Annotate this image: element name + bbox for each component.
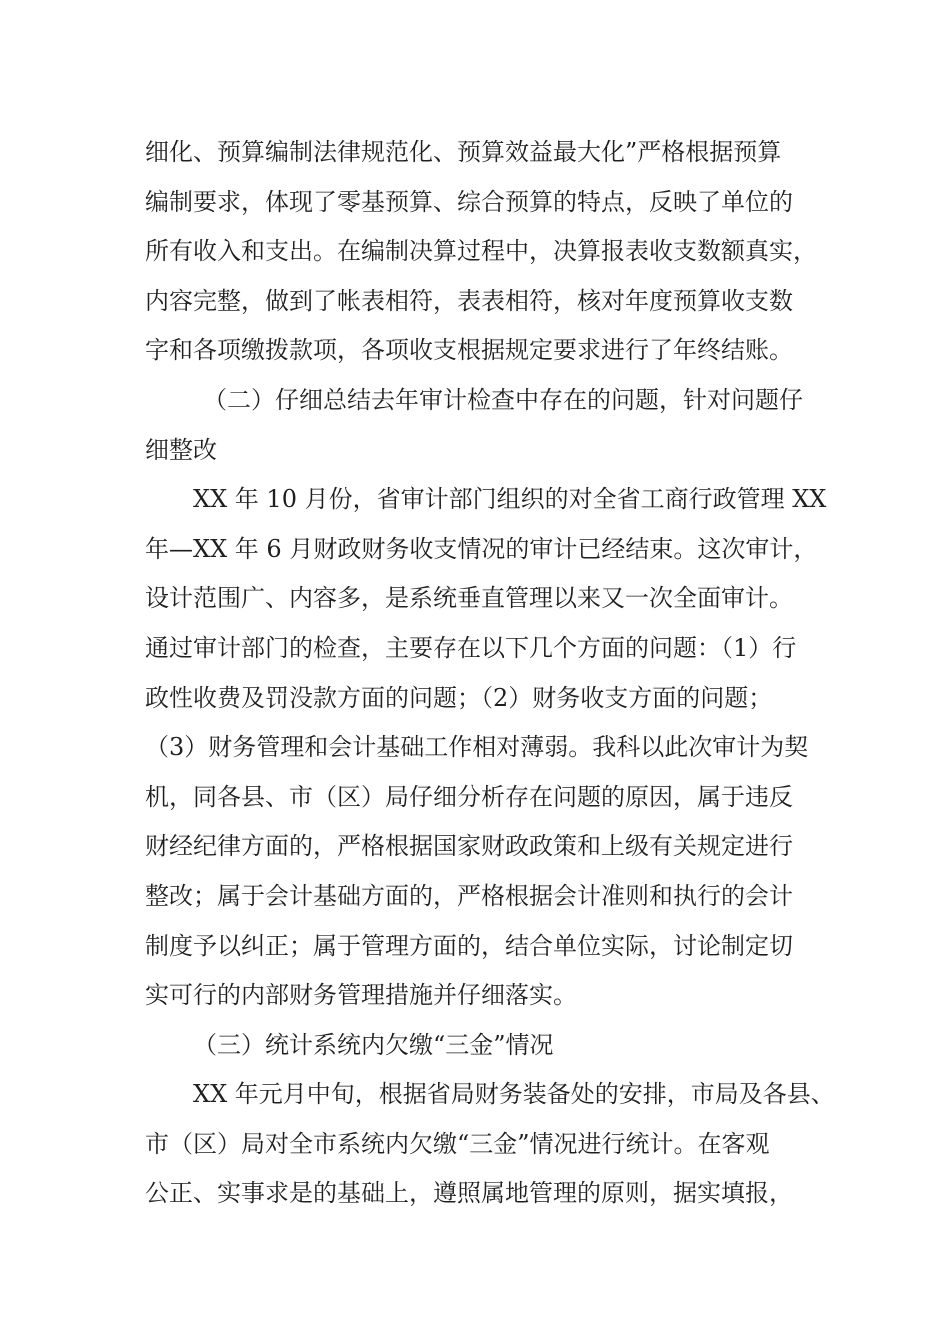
- text-line: 通过审计部门的检查，主要存在以下几个方面的问题：（1）行: [145, 633, 797, 662]
- text-line: 年—XX 年 6 月财政财务收支情况的审计已经结束。这次审计，: [145, 534, 818, 563]
- text-line: 细化、预算编制法律规范化、预算效益最大化”严格根据预算: [145, 138, 782, 166]
- heading-line: 细整改: [145, 435, 217, 464]
- text-line: 政性收费及罚没款方面的问题；（2）财务收支方面的问题；: [145, 683, 773, 712]
- text-line: 机，同各县、市（区）局仔细分析存在问题的原因，属于违反: [145, 782, 793, 811]
- text-line: 编制要求，体现了零基预算、综合预算的特点，反映了单位的: [145, 187, 793, 216]
- text-line: 所有收入和支出。在编制决算过程中，决算报表收支数额真实，: [145, 237, 817, 266]
- text-line: 财经纪律方面的，严格根据国家财政政策和上级有关规定进行: [145, 832, 793, 861]
- text-line: 制度予以纠正；属于管理方面的，结合单位实际，讨论制定切: [145, 931, 793, 960]
- text-line: 市（区）局对全市系统内欠缴“三金”情况进行统计。在客观: [145, 1129, 770, 1158]
- text-line: （3）财务管理和会计基础工作相对薄弱。我科以此次审计为契: [145, 733, 809, 762]
- text-line: 设计范围广、内容多，是系统垂直管理以来又一次全面审计。: [145, 584, 793, 613]
- section-heading-two: [145, 376, 835, 475]
- heading-line: （三）统计系统内欠缴“三金”情况: [193, 1030, 554, 1059]
- text-line: 实可行的内部财务管理措施并仔细落实。: [145, 981, 577, 1010]
- text-line: 字和各项缴拨款项，各项收支根据规定要求进行了年终结账。: [145, 336, 793, 365]
- text-line: 公正、实事求是的基础上，遵照属地管理的原则，据实填报，: [145, 1179, 793, 1208]
- paragraph-three-funds-statistics: [145, 1070, 835, 1219]
- text-line: 整改；属于会计基础方面的，严格根据会计准则和执行的会计: [145, 881, 793, 910]
- text-line: XX 年 10 月份，省审计部门组织的对全省工商行政管理 XX: [193, 485, 827, 514]
- paragraph-budget-compilation: [145, 128, 835, 376]
- document-body: [145, 128, 835, 1219]
- section-heading-three: [145, 1021, 835, 1071]
- heading-line: （二）仔细总结去年审计检查中存在的问题，针对问题仔: [203, 385, 803, 414]
- text-line: 内容完整，做到了帐表相符，表表相符，核对年度预算收支数: [145, 286, 793, 315]
- text-line: XX 年元月中旬，根据省局财务装备处的安排，市局及各县、: [193, 1080, 835, 1109]
- paragraph-audit-findings: [145, 475, 835, 1021]
